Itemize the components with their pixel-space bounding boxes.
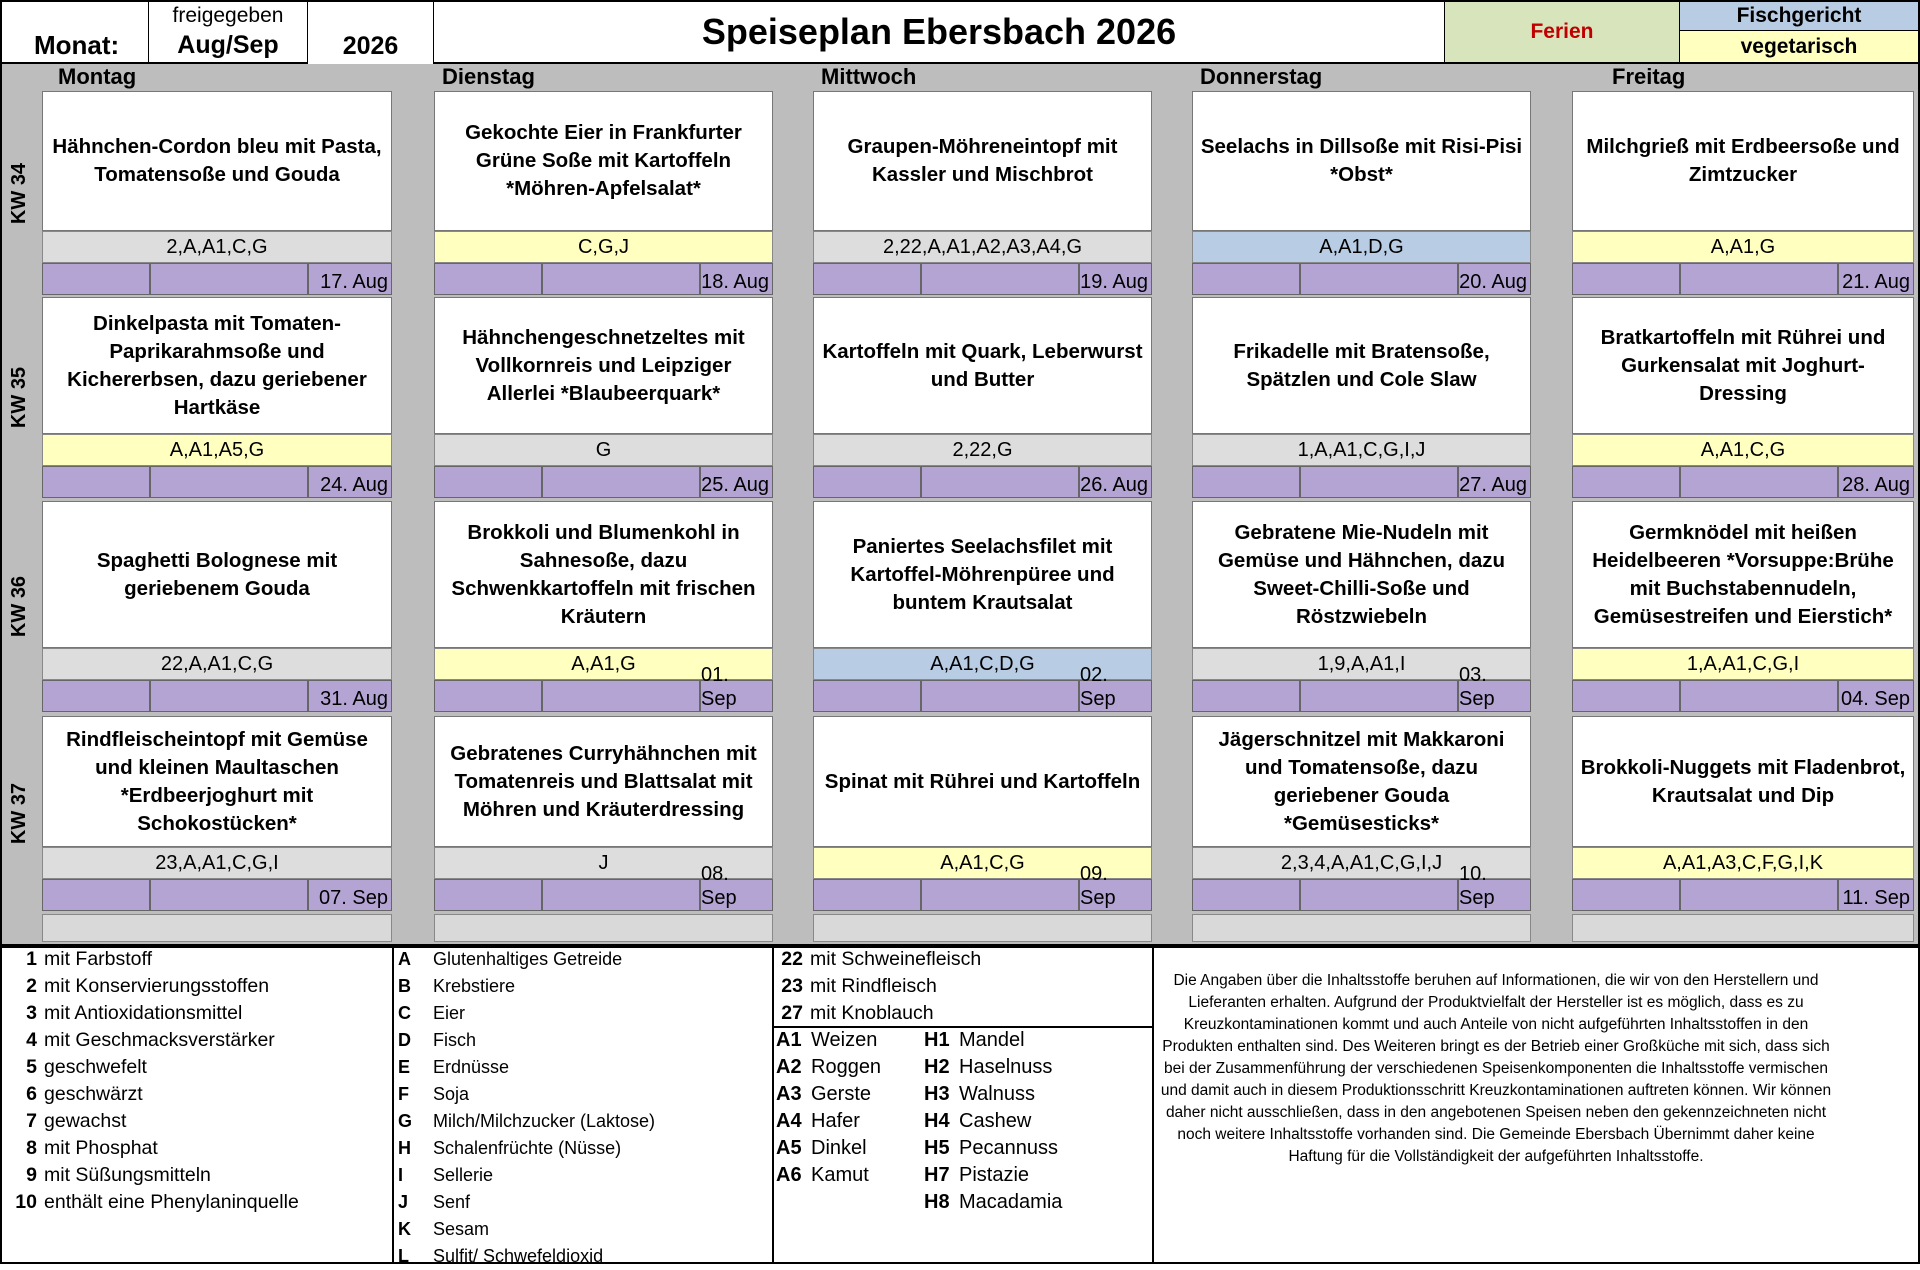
legend-text: Sesam	[433, 1219, 490, 1239]
legend-code: A2	[776, 1056, 802, 1078]
legend-code: H4	[924, 1110, 950, 1132]
date-blank-cell	[42, 263, 150, 295]
date-blank-cell	[42, 466, 150, 498]
legend-text: Senf	[433, 1192, 471, 1212]
legend-code: I	[398, 1165, 404, 1185]
empty-footer-cell	[1572, 914, 1914, 942]
date-blank-cell	[1192, 263, 1300, 295]
meal-dish: Germknödel mit heißen Heidelbeeren *Vorsuppe:Brühe mit Buchstabennudeln, Gemüsestreifen und Eierstich*	[1572, 501, 1914, 648]
legend-code: 22	[781, 948, 803, 970]
meal-dish: Milchgrieß mit Erdbeersoße und Zimtzucker	[1572, 91, 1914, 231]
date-blank-cell	[434, 263, 542, 295]
meal-date: 27. Aug	[1458, 466, 1531, 498]
legend-entry	[774, 1000, 981, 1027]
legend-code: 4	[26, 1029, 37, 1051]
legend-text: geschwefelt	[44, 1056, 147, 1078]
legend-code: D	[398, 1030, 411, 1050]
day-header-1: Dienstag	[442, 64, 535, 89]
legend-code: A	[398, 949, 411, 969]
meat-legend	[774, 946, 981, 1027]
legend-code: E	[398, 1057, 411, 1077]
months-value: Aug/Sep	[148, 29, 308, 62]
meal-allergens: A,A1,A5,G	[42, 434, 392, 466]
date-blank-cell	[542, 263, 700, 295]
legend-divider-3	[1152, 946, 1154, 1264]
date-blank-cell	[150, 466, 308, 498]
empty-footer-cell	[1192, 914, 1531, 942]
meal-allergens: 22,A,A1,C,G	[42, 648, 392, 680]
meal-date: 19. Aug	[1079, 263, 1152, 295]
page-title: Speiseplan Ebersbach 2026	[433, 2, 1445, 62]
meal-date: 18. Aug	[700, 263, 773, 295]
legend-entry	[8, 1054, 299, 1081]
meal-dish: Dinkelpasta mit Tomaten-Paprikarahmsoße und Kichererbsen, dazu geriebener Hartkäse	[42, 297, 392, 434]
kw-label: KW 35	[8, 366, 31, 429]
legend-text: Macadamia	[959, 1191, 1063, 1213]
date-blank-cell	[813, 879, 921, 911]
legend-text: Roggen	[811, 1056, 882, 1078]
date-blank-cell	[42, 680, 150, 712]
legend-text: Soja	[433, 1084, 470, 1104]
date-blank-cell	[1300, 879, 1458, 911]
meal-dish: Spinat mit Rührei und Kartoffeln	[813, 716, 1152, 847]
legend-text: mit Schweinefleisch	[810, 948, 982, 970]
legend-code: H5	[924, 1137, 950, 1159]
legend-entry	[774, 973, 981, 1000]
legend-text: Pecannuss	[959, 1137, 1058, 1159]
legend-code: A1	[776, 1029, 802, 1051]
legend-entry	[922, 1135, 1062, 1162]
meal-dish: Spaghetti Bolognese mit geriebenem Gouda	[42, 501, 392, 648]
date-blank-cell	[542, 680, 700, 712]
legend-code: 8	[26, 1137, 37, 1159]
date-blank-cell	[1300, 263, 1458, 295]
meal-dish: Hähnchen-Cordon bleu mit Pasta, Tomatensoße und Gouda	[42, 91, 392, 231]
legend-entry	[922, 1027, 1062, 1054]
date-blank-cell	[1680, 879, 1838, 911]
meal-date: Sep	[1079, 680, 1152, 712]
meal-allergens: G	[434, 434, 773, 466]
day-header-2: Mittwoch	[821, 64, 917, 89]
meal-date: Sep	[1458, 879, 1531, 911]
date-blank-cell	[1192, 466, 1300, 498]
date-blank-cell	[1192, 680, 1300, 712]
legend-text: Pistazie	[959, 1164, 1030, 1186]
meal-dish: Paniertes Seelachsfilet mit Kartoffel-Möhrenpüree und buntem Krautsalat	[813, 501, 1152, 648]
legend-code: L	[398, 1246, 409, 1266]
date-blank-cell	[813, 680, 921, 712]
meal-date: 07. Sep	[308, 879, 392, 911]
legend-entry	[8, 1027, 299, 1054]
legend-text: Erdnüsse	[433, 1057, 510, 1077]
legend-code: 5	[26, 1056, 37, 1078]
meal-date: Sep	[1079, 879, 1152, 911]
legend-entry	[922, 1189, 1062, 1216]
date-blank-cell	[921, 466, 1079, 498]
meal-date: 11. Sep	[1838, 879, 1914, 911]
legend-text: mit Konservierungsstoffen	[44, 975, 270, 997]
date-blank-cell	[813, 466, 921, 498]
legend-entry	[396, 1216, 655, 1243]
legend-code: K	[398, 1219, 411, 1239]
date-blank-cell	[1680, 263, 1838, 295]
nuts-legend	[922, 1027, 1062, 1216]
meal-date: 31. Aug	[308, 680, 392, 712]
legend-code: F	[398, 1084, 409, 1104]
legend-entry	[8, 1189, 299, 1216]
vegetarisch-legend: vegetarisch	[1680, 31, 1918, 62]
meal-date: 24. Aug	[308, 466, 392, 498]
legend-code: A3	[776, 1083, 802, 1105]
legend-entry	[396, 1162, 655, 1189]
legend-code: 1	[26, 948, 37, 970]
legend-text: geschwärzt	[44, 1083, 143, 1105]
legend-code: J	[398, 1192, 409, 1212]
meal-allergens: 2,A,A1,C,G	[42, 231, 392, 263]
legend-text: Glutenhaltiges Getreide	[433, 949, 623, 969]
legend-code: C	[398, 1003, 411, 1023]
meal-dish: Gekochte Eier in Frankfurter Grüne Soße mit Kartoffeln *Möhren-Apfelsalat*	[434, 91, 773, 231]
legend-entry	[396, 1027, 655, 1054]
legend-code: G	[398, 1111, 413, 1131]
additives-legend	[8, 946, 299, 1216]
date-blank-cell	[150, 680, 308, 712]
legend-text: gewachst	[44, 1110, 127, 1132]
meal-allergens: J	[434, 847, 773, 879]
legend-text: Krebstiere	[433, 976, 516, 996]
year-value: 2026	[308, 29, 433, 64]
kw-label: KW 37	[8, 782, 31, 845]
meal-dish: Bratkartoffeln mit Rührei und Gurkensalat mit Joghurt-Dressing	[1572, 297, 1914, 434]
meal-allergens: A,A1,C,G	[1572, 434, 1914, 466]
empty-footer-cell	[813, 914, 1152, 942]
meal-dish: Brokkoli-Nuggets mit Fladenbrot, Krautsalat und Dip	[1572, 716, 1914, 847]
meal-date: 04. Sep	[1838, 680, 1914, 712]
meal-dish: Jägerschnitzel mit Makkaroni und Tomatensoße, dazu geriebener Gouda *Gemüsesticks*	[1192, 716, 1531, 847]
meal-date: 25. Aug	[700, 466, 773, 498]
legend-text: Cashew	[959, 1110, 1032, 1132]
legend-text: Sulfit/ Schwefeldioxid	[433, 1246, 604, 1266]
legend-code: 6	[26, 1083, 37, 1105]
legend-text: Fisch	[433, 1030, 477, 1050]
legend-text: Kamut	[811, 1164, 869, 1186]
meal-allergens: 23,A,A1,C,G,I	[42, 847, 392, 879]
legend-code: 9	[26, 1164, 37, 1186]
legend-entry	[396, 1081, 655, 1108]
legend-entry	[396, 1108, 655, 1135]
meal-date: Sep	[700, 680, 773, 712]
legend-code: H8	[924, 1191, 950, 1213]
legend-code: 27	[781, 1002, 803, 1024]
meal-date: 17. Aug	[308, 263, 392, 295]
legend-text: Haselnuss	[959, 1056, 1053, 1078]
date-blank-cell	[1192, 879, 1300, 911]
date-blank-cell	[1572, 263, 1680, 295]
meal-allergens: 1,A,A1,C,G,I	[1572, 648, 1914, 680]
legend-entry	[8, 1162, 299, 1189]
meal-allergens: A,A1,G	[434, 648, 773, 680]
meal-date: 28. Aug	[1838, 466, 1914, 498]
month-label: Monat:	[34, 30, 120, 60]
date-blank-cell	[1300, 466, 1458, 498]
legend-text: Sellerie	[433, 1165, 494, 1185]
legend-entry	[774, 1054, 881, 1081]
empty-footer-cell	[42, 914, 392, 942]
legend-entry	[396, 1135, 655, 1162]
date-blank-cell	[434, 879, 542, 911]
legend-entry	[396, 1054, 655, 1081]
legend-code: H	[398, 1138, 411, 1158]
legend-text: mit Knoblauch	[810, 1002, 934, 1024]
legend-text: Dinkel	[811, 1137, 867, 1159]
kw-label: KW 34	[8, 162, 31, 224]
empty-footer-cell	[434, 914, 773, 942]
legend-entry	[396, 1189, 655, 1216]
meal-date: 21. Aug	[1838, 263, 1914, 295]
legend-text: enthält eine Phenylaninquelle	[44, 1191, 299, 1213]
legend-entry	[774, 1135, 881, 1162]
meal-date: 26. Aug	[1079, 466, 1152, 498]
meal-date: Sep	[700, 879, 773, 911]
grains-legend	[774, 1027, 881, 1189]
legend-text: mit Geschmacksverstärker	[44, 1029, 275, 1051]
legend-text: mit Antioxidationsmittel	[44, 1002, 243, 1024]
date-blank-cell	[542, 466, 700, 498]
meal-allergens: A,A1,G	[1572, 231, 1914, 263]
date-blank-cell	[434, 466, 542, 498]
date-blank-cell	[150, 879, 308, 911]
legend-text: Weizen	[811, 1029, 878, 1051]
date-blank-cell	[542, 879, 700, 911]
legend-entry	[8, 973, 299, 1000]
legend-divider-1	[392, 946, 394, 1264]
legend-code: 23	[781, 975, 803, 997]
legend-entry	[922, 1162, 1062, 1189]
legend-text: Hafer	[811, 1110, 860, 1132]
meal-allergens: A,A1,C,D,G	[813, 648, 1152, 680]
legend-entry	[396, 1000, 655, 1027]
legend-text: Milch/Milchzucker (Laktose)	[433, 1111, 656, 1131]
date-blank-cell	[42, 879, 150, 911]
legend-text: Schalenfrüchte (Nüsse)	[433, 1138, 622, 1158]
legend-entry	[922, 1081, 1062, 1108]
legend-entry	[922, 1108, 1062, 1135]
meal-allergens: A,A1,A3,C,F,G,I,K	[1572, 847, 1914, 879]
day-header-3: Donnerstag	[1200, 64, 1323, 89]
legend-text: mit Phosphat	[44, 1137, 158, 1159]
fischgericht-legend: Fischgericht	[1680, 2, 1918, 31]
date-blank-cell	[1680, 680, 1838, 712]
legend-entry	[8, 1108, 299, 1135]
date-blank-cell	[1300, 680, 1458, 712]
meal-allergens: 2,22,A,A1,A2,A3,A4,G	[813, 231, 1152, 263]
meal-dish: Kartoffeln mit Quark, Leberwurst und Butter	[813, 297, 1152, 434]
legend-code: A6	[776, 1164, 802, 1186]
date-blank-cell	[1680, 466, 1838, 498]
freigegeben-label: freigegeben	[148, 2, 308, 30]
legend-text: Walnuss	[959, 1083, 1035, 1105]
legend-code: H1	[924, 1029, 950, 1051]
legend-entry	[8, 1081, 299, 1108]
legend-code: A4	[776, 1110, 802, 1132]
legend-text: Gerste	[811, 1083, 872, 1105]
date-blank-cell	[921, 263, 1079, 295]
meal-allergens: A,A1,D,G	[1192, 231, 1531, 263]
legend-text: mit Rindfleisch	[810, 975, 937, 997]
meal-allergens: 2,22,G	[813, 434, 1152, 466]
legend-entry	[8, 1000, 299, 1027]
day-header-4: Freitag	[1612, 64, 1686, 89]
legend-entry	[774, 1027, 881, 1054]
legend-entry	[396, 1243, 655, 1270]
meal-dish: Graupen-Möhreneintopf mit Kassler und Mischbrot	[813, 91, 1152, 231]
legend-code: 2	[26, 975, 37, 997]
legend-entry	[396, 946, 655, 973]
date-blank-cell	[150, 263, 308, 295]
meal-date: Sep	[1458, 680, 1531, 712]
meal-dish: Frikadelle mit Bratensoße, Spätzlen und Cole Slaw	[1192, 297, 1531, 434]
legend-code: H2	[924, 1056, 950, 1078]
meal-allergens: 1,A,A1,C,G,I,J	[1192, 434, 1531, 466]
legend-entry	[8, 1135, 299, 1162]
legend-entry	[774, 1108, 881, 1135]
legend-text: mit Süßungsmitteln	[44, 1164, 211, 1186]
meal-dish: Gebratene Mie-Nudeln mit Gemüse und Hähnchen, dazu Sweet-Chilli-Soße und Röstzwiebeln	[1192, 501, 1531, 648]
meal-dish: Brokkoli und Blumenkohl in Sahnesoße, dazu Schwenkkartoffeln mit frischen Kräutern	[434, 501, 773, 648]
meal-date: 20. Aug	[1458, 263, 1531, 295]
kw-label: KW 36	[8, 575, 31, 638]
date-blank-cell	[1572, 879, 1680, 911]
meal-allergens: A,A1,C,G	[813, 847, 1152, 879]
meal-allergens: C,G,J	[434, 231, 773, 263]
date-blank-cell	[1572, 466, 1680, 498]
legend-code: H3	[924, 1083, 950, 1105]
legend-code: B	[398, 976, 411, 996]
date-blank-cell	[813, 263, 921, 295]
legend-code: H7	[924, 1164, 950, 1186]
meal-dish: Seelachs in Dillsoße mit Risi-Pisi *Obst*	[1192, 91, 1531, 231]
legend-code: 10	[15, 1191, 37, 1213]
legend-entry	[774, 1162, 881, 1189]
ferien-legend: Ferien	[1445, 2, 1680, 62]
disclaimer-text: Die Angaben über die Inhaltsstoffe beruhen auf Informationen, die wir von den Herstellern und Lieferanten erhalten. Aufgrund der Produktvielfalt der Hersteller ist es möglich, dass es zu Kreuzkontaminationen kommt und auch Anteile von nicht aufgeführten Inhaltsstoffen in den Produkten enthalten sind. Des Weiteren bringt es der Betrieb einer Großküche mit sich, dass sich bei der Zusammenführung der verschiedenen Speisenkomponenten die Inhaltsstoffe vermischen und damit auch in diesem Produktionsschritt Kreuzkontaminationen auftreten können. Wir können daher nicht ausschließen, dass in den angebotenen Speisen neben den gekennzeichneten nicht noch weitere Inhaltsstoffe vorhanden sind. Die Gemeinde Ebersbach Übernimmt daher keine Haftung für die Vollständigkeit der aufgeführten Inhaltsstoffe.	[1160, 972, 1832, 1165]
legend-entry	[774, 946, 981, 973]
date-blank-cell	[921, 680, 1079, 712]
meal-allergens: 2,3,4,A,A1,C,G,I,J	[1192, 847, 1531, 879]
legend-text: mit Farbstoff	[44, 948, 153, 970]
date-blank-cell	[1572, 680, 1680, 712]
day-header-0: Montag	[58, 64, 137, 89]
meal-dish: Gebratenes Curryhähnchen mit Tomatenreis und Blattsalat mit Möhren und Kräuterdressing	[434, 716, 773, 847]
legend-entry	[8, 946, 299, 973]
meal-dish: Rindfleischeintopf mit Gemüse und kleinen Maultaschen *Erdbeerjoghurt mit Schokostücken*	[42, 716, 392, 847]
legend-code: 7	[26, 1110, 37, 1132]
date-blank-cell	[921, 879, 1079, 911]
date-blank-cell	[434, 680, 542, 712]
meal-dish: Hähnchengeschnetzeltes mit Vollkornreis und Leipziger Allerlei *Blaubeerquark*	[434, 297, 773, 434]
legend-text: Eier	[433, 1003, 466, 1023]
allergens-legend	[396, 946, 655, 1270]
legend-entry	[396, 973, 655, 1000]
meal-allergens: 1,9,A,A1,I	[1192, 648, 1531, 680]
legend-code: 3	[26, 1002, 37, 1024]
legend-text: Mandel	[959, 1029, 1025, 1051]
legend-entry	[922, 1054, 1062, 1081]
legend-entry	[774, 1081, 881, 1108]
legend-code: A5	[776, 1137, 802, 1159]
